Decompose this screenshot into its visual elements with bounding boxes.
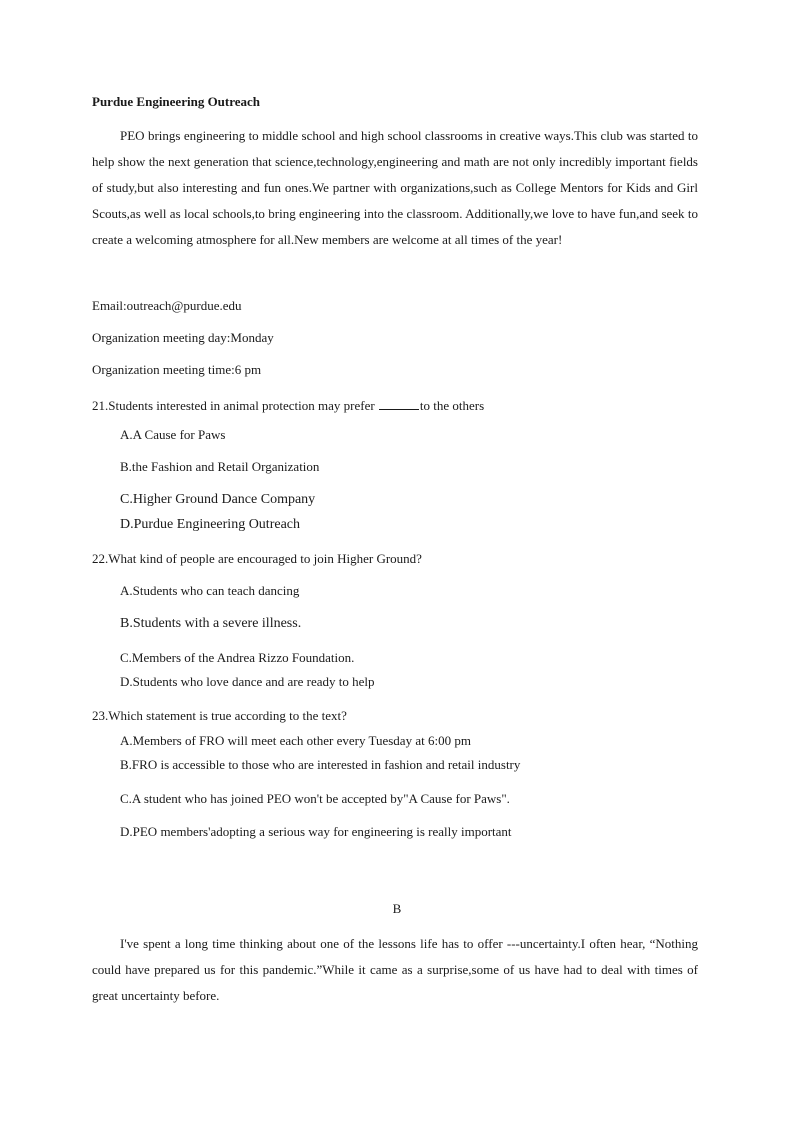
q21-option-a: A.A Cause for Paws <box>120 427 226 442</box>
question-21-stem-start: 21.Students interested in animal protection may prefer <box>92 398 375 413</box>
club-title: Purdue Engineering Outreach <box>92 94 261 109</box>
q21-option-c: C.Higher Ground Dance Company <box>120 492 316 507</box>
q23-option-d: D.PEO members'adopting a serious way for engineering is really important <box>120 824 512 839</box>
q22-option-c: C.Members of the Andrea Rizzo Foundation. <box>120 650 355 665</box>
question-22: 22.What kind of people are encouraged to join Higher Ground? <box>92 551 422 566</box>
q23-option-b: B.FRO is accessible to those who are interested in fashion and retail industry <box>120 757 521 772</box>
q22-option-d: D.Students who love dance and are ready to help <box>120 674 375 689</box>
section-b-label: B <box>392 901 402 916</box>
section-b-paragraph: I've spent a long time thinking about one of the lessons life has to offer ---uncertainty.I often hear, “Nothing could have prepared us for this pandemic.”While it came as a surprise,some of us have had to deal with times of great uncertainty before. <box>92 936 698 1003</box>
q22-option-a: A.Students who can teach dancing <box>120 583 300 598</box>
club-email: Email:outreach@purdue.edu <box>92 298 242 313</box>
question-21 <box>92 398 484 414</box>
club-description: PEO brings engineering to middle school and high school classrooms in creative ways.This club was started to help show the next generation that science,technology,engineering and math are not only incredibly important fields of study,but also interesting and fun ones.We partner with organizations,such as College Mentors for Kids and Girl Scouts,as well as local schools,to bring engineering into the classroom. Additionally,we love to have fun,and seek to create a welcoming atmosphere for all.New members are welcome at all times of the year! <box>92 128 698 247</box>
club-meeting-time: Organization meeting time:6 pm <box>92 362 262 377</box>
q23-option-c: C.A student who has joined PEO won't be accepted by"A Cause for Paws". <box>120 791 510 806</box>
q21-option-b: B.the Fashion and Retail Organization <box>120 459 320 474</box>
answer-blank <box>379 398 419 410</box>
q22-option-b: B.Students with a severe illness. <box>120 616 302 631</box>
question-23: 23.Which statement is true according to the text? <box>92 708 347 723</box>
club-meeting-day: Organization meeting day:Monday <box>92 330 274 345</box>
q23-option-a: A.Members of FRO will meet each other every Tuesday at 6:00 pm <box>120 733 471 748</box>
q21-option-d: D.Purdue Engineering Outreach <box>120 517 300 532</box>
question-21-stem-end: to the others <box>419 398 485 413</box>
